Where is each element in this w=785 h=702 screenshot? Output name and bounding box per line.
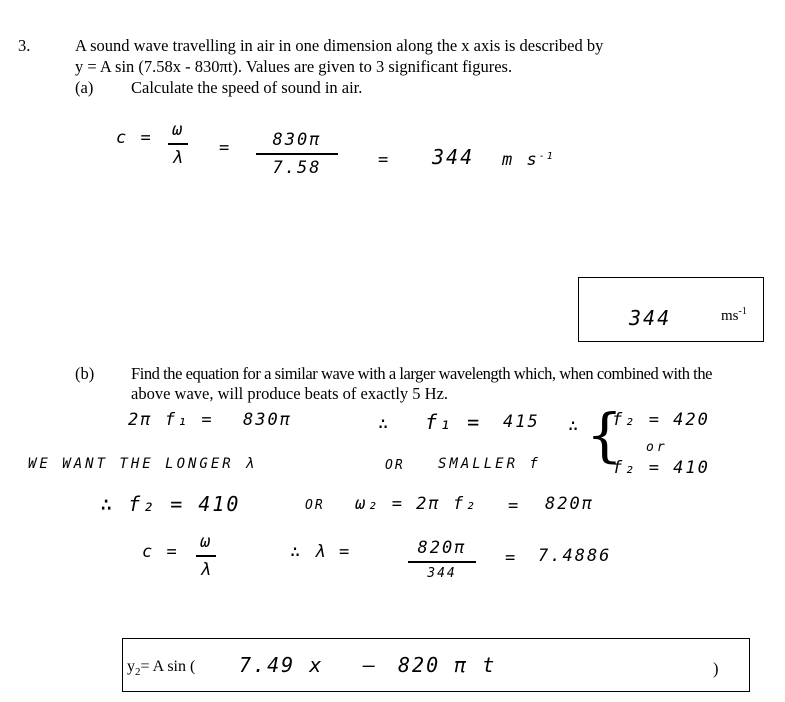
part-b-label: (b)	[75, 364, 95, 383]
unit-text: m s	[502, 150, 539, 170]
working-c-equals: c =	[142, 542, 179, 562]
smaller-f-note: SMALLER f	[438, 456, 541, 472]
equals-sign: =	[508, 496, 521, 516]
prefix-rest: = A sin (	[140, 658, 196, 675]
part-a-label: (a)	[75, 78, 94, 97]
fraction-numerator: ω	[200, 532, 213, 552]
two-pi-f1: 2π f₁ =	[128, 410, 214, 430]
or-label: or	[646, 440, 668, 455]
options-brace: {	[586, 401, 623, 469]
820pi-over-344-fraction	[408, 538, 476, 581]
answer-value: 344	[629, 306, 672, 330]
speed-unit	[502, 150, 555, 170]
fraction-denominator: λ	[200, 560, 213, 580]
unit-text: ms	[721, 308, 739, 324]
or-label: OR	[305, 498, 325, 513]
fraction-numerator: 820π	[417, 538, 467, 558]
830pi-over-7.58-fraction	[256, 130, 338, 178]
830pi: 830π	[243, 410, 292, 430]
answer-term-x: 7.49 x	[239, 653, 324, 677]
therefore-symbol-2: ∴	[568, 416, 581, 436]
speed-result: 344	[432, 145, 475, 169]
want-longer-lambda-note: WE WANT THE LONGER λ	[28, 456, 257, 472]
therefore-f2-410: ∴ f₂ = 410	[100, 492, 241, 516]
question-stem-line-2: y = A sin (7.58x - 830πt). Values are given to 3 significant figures.	[75, 57, 513, 76]
or-label: OR	[385, 458, 405, 473]
part-b-prompt-line-1: Find the equation for a similar wave with a larger wavelength which, when combined with the	[131, 364, 712, 383]
prefix-y: y	[127, 658, 135, 675]
fraction-denominator: 7.58	[272, 158, 322, 178]
fraction-denominator: λ	[172, 148, 185, 168]
part-a-answer-box[interactable]	[578, 277, 764, 342]
answer-unit	[721, 302, 747, 326]
option-f2-420: f₂ = 420	[612, 410, 710, 430]
unit-exponent: -1	[738, 306, 747, 317]
unit-exponent: -1	[538, 151, 555, 162]
equals-sign: =	[505, 548, 518, 568]
820pi: 820π	[545, 494, 594, 514]
equals-sign: =	[378, 150, 391, 170]
part-b-answer-box[interactable]	[122, 638, 750, 692]
fraction-denominator: 344	[427, 566, 457, 581]
answer-minus: –	[363, 653, 378, 677]
omega-over-lambda-fraction	[196, 532, 216, 580]
question-number: 3.	[18, 36, 31, 55]
therefore-symbol: ∴	[378, 414, 391, 434]
omega-over-lambda-fraction	[168, 120, 188, 168]
equals-sign: =	[219, 138, 232, 158]
prefix-subscript: 2	[135, 666, 141, 678]
f1-equals: f₁ =	[425, 410, 482, 434]
option-f2-410: f₂ = 410	[612, 458, 710, 478]
working-c-equals: c =	[116, 128, 153, 148]
part-b-prompt-line-2: above wave, will produce beats of exactly 5 Hz.	[131, 384, 449, 403]
f1-value: 415	[503, 412, 540, 432]
part-a-prompt: Calculate the speed of sound in air.	[131, 78, 363, 97]
fraction-numerator: 830π	[272, 130, 322, 150]
fraction-numerator: ω	[172, 120, 185, 140]
answer-term-t: 820 π t	[398, 653, 497, 677]
wavelength-result: 7.4886	[538, 546, 612, 566]
answer-close-paren: )	[713, 659, 719, 678]
omega2-equation: ω₂ = 2π f₂	[355, 494, 478, 514]
question-stem-line-1: A sound wave travelling in air in one dimension along the x axis is described by	[75, 36, 604, 55]
answer-prefix	[127, 657, 195, 682]
therefore-lambda-equals: ∴ λ =	[290, 542, 352, 562]
